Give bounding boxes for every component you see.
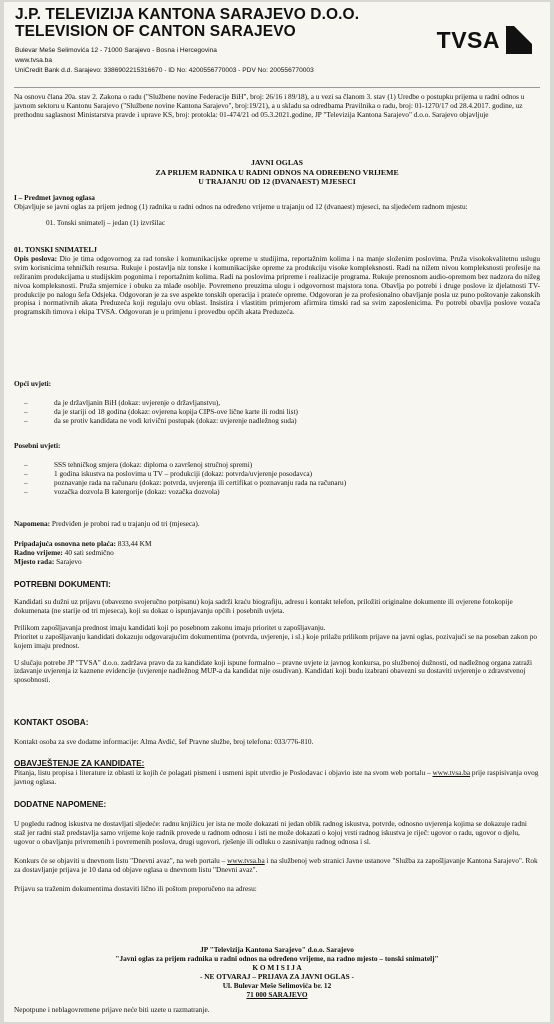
notice-heading: OBAVJEŠTENJE ZA KANDIDATE: — [14, 759, 145, 768]
website-link[interactable]: www.tvsa.ba — [432, 768, 471, 777]
address-line4: - NE OTVARAJ – PRIJAVA ZA JAVNI OGLAS - — [200, 971, 354, 981]
note-label: Napomena: — [14, 519, 51, 528]
description-text: Dio je tima odgovornog za rad tonske i komunikacijske opreme u studijima, reportažnim kolima i na manje složenim poslovima. Pruža visokokvalitetnu uslugu svim korisnicima tehničkih resursa. Rukuje i postavlja niz tonske i komunikacijske opreme za produkciju visoke kompleksnosti. Radi na nižem nivou kompleksnosti profesije na režiranim produkcijama u studijskim pogonima i reportažnim kolima. Radi na poslovima pripreme i realizacije programa. Rukuje prenosnom audio-opremom bez nadzora do nižeg nivoa kompleksnosti. Pruža smjernice i obuku za mlađe osoblje. Povremeno preuzima ulogu i odgovornost majstora tona. Obavlja po potrebi i druge poslove iz djelatnosti TV-produkcije po nalogu šefa Odsjeka. Odgovoran je za sve aspekte tonskih operacija i prateće opreme. Odgovoran je za profesionalno obavljanje posla uz puno poštovanje zakonskih propisa i normativnih akata Preduzeća koji regulaju ovu oblast. Insistira i vlastitim primjerom afirmira timski rad sa svim zaposlenicima. Po potrebi obavlja poslove vozača programskih timova i ekipa TVSA. Odgovoran je u primjenu i provedbu općih akata Preduzeća. — [14, 253, 541, 317]
documents-p4: U slučaju potrebe JP "TVSA" d.o.o. zadržava pravo da za kandidate koji ispune formalno – pravne uvjete iz javnog konkursa, po službenoj dužnosti, od nadležnog organa zatraži izdavanje uvjerenja iz kaznene evidencije (uvjerenje nadležnog MUP-a da kandidat nije osuđivan). Kandidati koji budu izabrani obavezni su dostaviti uvjerenje o zdravstvenoj sposobnosti. — [14, 657, 533, 685]
company-website[interactable]: www.tvsa.ba — [15, 57, 53, 64]
list-item: – da se protiv kandidata ne vodi krivični postupak (dokaz: uvjerenje nadležnog suda) — [14, 417, 540, 426]
mailing-address — [14, 946, 540, 999]
note-text: Predviđen je probni rad u trajanju od tri (mjeseca). — [50, 519, 200, 528]
documents-p2: Prilikom zapošljavanja prednost imaju kandidati koji po posebnom zakonu imaju prioritet u zapošljavanju. — [14, 622, 326, 632]
contact-section — [14, 718, 540, 747]
letterhead — [14, 2, 540, 88]
position-description — [14, 255, 540, 317]
required-documents — [14, 580, 540, 685]
general-conditions-list — [14, 399, 540, 426]
salary-label: Pripadajuća osnovna neto plaća: — [14, 539, 116, 548]
additional-notes — [14, 800, 540, 893]
logo-mark-icon — [506, 26, 532, 54]
website-link[interactable]: www.tvsa.ba — [227, 855, 265, 865]
announcement-page — [4, 2, 550, 1022]
company-address: Bulevar Meše Selimovića 12 - 71000 Sarajevo - Bosna i Hercegovina — [15, 47, 217, 54]
additional-p2: Konkurs će se objaviti u dnevnom listu "Dnevni avaz", na web portalu – www.tvsa.ba i na službenoj web stranici Javne ustanove "Služba za zapošljavanje Kantona Sarajevo". Rok za dostavljanje prijava je 10 dana od objave oglasa u dnevnom listu "Dnevni avaz". — [14, 855, 538, 874]
title-line3: U TRAJANJU OD 12 (DVANAEST) MJESECI — [198, 177, 356, 187]
address-line6: 71 000 SARAJEVO — [246, 989, 308, 999]
location-value: Sarajevo — [54, 556, 82, 566]
position-section — [14, 246, 540, 317]
special-conditions — [14, 442, 540, 497]
list-item: – vozačka dozvola B katergorije (dokaz: vozačka dozvola) — [14, 488, 540, 497]
special-conditions-heading: Posebni uvjeti: — [14, 441, 61, 450]
candidates-notice — [14, 759, 540, 787]
intro-paragraph: Na osnovu člana 20a. stav 2. Zakona o radu ("Službene novine Federacije BiH", broj: 26/16 i 89/18), a u vezi sa članom 3. stav (1) Uredbe o postupku prijema u radni odnos u javnom sektoru u Kantonu Sarajevo ("Službene novine Kantona Sarajevo", broj:19/21), a u skladu sa odredbama Pravilnika o radu, broj: 01-1270/17 od 28.4.2017. godine, uz prethodnu saglasnost Ministarstva pravde i uprave KS, broj: protokla: 01-474/21 od 05.3.2021.godine, JP "Televizija Kantona Sarajevo" d.o.o. Sarajevo objavljuje — [14, 92, 525, 119]
general-conditions-heading: Opći uvjeti: — [14, 379, 52, 388]
title-line2: ZA PRIJEM RADNIKA U RADNI ODNOS NA ODREĐENO VRIJEME — [155, 167, 399, 177]
title-line1: JAVNI OGLAS — [250, 158, 304, 167]
list-item: – 1 godina iskustva na poslovima u TV – produkciji (dokaz: potvrda/uvjerenje posodavca) — [14, 470, 540, 479]
additional-p1: U pogledu radnog iskustva ne dostavljati sljedeće: radnu knjižicu jer ista ne može dokazati ni jedan oblik radnog iskustva, potvrde, odnosno uvjerenja kojima se dokazuje radni staž jer radni staž predstavlja samo vrijeme koje radnik provede u radnom odnosu i isti ne može dokazati o kojoj vrsti radnog iskustva je riječ: ugovor o radu, ugovor o djelu, ugovor o obavljanju privremenih i povremenih poslova, drugi ugovori, rješenje ili odluku o zasnivanju radnog odnosa i sl. — [14, 819, 527, 846]
list-item: – da je državljanin BiH (dokaz: uvjerenje o državljanstvu), — [14, 399, 540, 408]
general-conditions — [14, 380, 540, 426]
location-label: Mjesto rada: — [14, 556, 55, 566]
section-subject — [14, 194, 540, 228]
company-name-line2: TELEVISION OF CANTON SARAJEVO — [15, 23, 296, 40]
documents-p1: Kandidati su dužni uz prijavu (obavezno svojeručno potpisanu) koja sadrži kraću biografiju, adresu i kontakt telefon, priložiti originalne dokumente ili ovjerene fotokopije dokumenata (ne starije od tri mjeseca), koji su dokaz o ispunjavanju općih i posebnih uvjeta. — [14, 597, 513, 615]
location-row — [14, 558, 540, 567]
list-item: – SSS tehničkog smjera (dokaz: diploma o završenoj stručnoj spremi) — [14, 461, 540, 470]
additional-p3: Prijavu sa traženim dokumentima dostaviti lično ili poštom preporučeno na adresu: — [14, 883, 257, 893]
salary-info — [14, 540, 540, 567]
note — [14, 520, 540, 529]
special-conditions-list — [14, 461, 540, 497]
hours-label: Radno vrijeme: — [14, 547, 63, 557]
address-line5: Ul. Bulevar Meše Selimovića br. 12 — [222, 980, 332, 990]
ad-title — [14, 158, 540, 187]
list-item: – poznavanje rada na računaru (dokaz: potvrda, uvjerenja ili certifikat o poznavanju rada na računaru) — [14, 479, 540, 488]
address-line1: JP "Televizija Kantona Sarajevo" d.o.o. Sarajevo — [200, 945, 354, 954]
company-name-line1: J.P. TELEVIZIJA KANTONA SARAJEVO D.O.O. — [15, 6, 360, 23]
contact-text: Kontakt osoba za sve dodatne informacije: Alma Avdić, šef Pravne službe, broj telefona: 033/776-810. — [14, 737, 314, 746]
section-subject-heading: I – Predmet javnog oglasa — [14, 193, 95, 202]
position-heading: 01. TONSKI SNIMATELJ — [14, 245, 97, 254]
additional-heading: DODATNE NAPOMENE: — [14, 800, 107, 809]
description-label: Opis poslova: — [14, 253, 58, 263]
section-subject-text: Objavljuje se javni oglas za prijem jednog (1) radnika u radni odnos na određeno vrijeme u trajanju od 12 (dvanaest) mjeseci, na sljedećem radnom mjestu: — [14, 201, 468, 211]
contact-heading: KONTAKT OSOBA: — [14, 718, 89, 727]
position-list-item: 01. Tonski snimatelj – jedan (1) izvršilac — [46, 217, 166, 227]
hours-value: 40 sati sedmično — [62, 547, 114, 557]
documents-heading: POTREBNI DOKUMENTI: — [14, 580, 111, 589]
tvsa-logo — [437, 26, 532, 54]
address-line2: "Javni oglas za prijem radnika u radni odnos na određeno vrijeme, na radno mjesto – tonski snimatelj" — [115, 953, 439, 963]
footer-note: Nepotpune i neblagovremene prijave neće biti uzete u razmatranje. — [14, 1005, 210, 1014]
company-bank-info: UniCredit Bank d.d. Sarajevo: 3386902215316670 - ID No: 4200556770003 - PDV No: 200556770003 — [15, 67, 314, 74]
salary-value: 833,44 KM — [115, 539, 152, 548]
hours-row — [14, 549, 540, 558]
address-line3: K O M I S I J A — [252, 962, 302, 972]
notice-text: Pitanja, listu propisa i literature iz oblasti iz kojih će polagati pismeni i usmeni ispit utvrdio je Poslodavac i objavio iste na svom web portalu – www.tvsa.ba prije raspisivanja ovog javnog oglasa. — [14, 768, 539, 786]
documents-p3: Prioritet u zapošljavanju kandidati dokazuju odgovarajućim dokumentima (potvrda, uvjerenje, i sl.) koje prilažu prilikom prijave na javni oglas, pozivajući se na poseban zakon po kojem imaju prednost. — [14, 631, 537, 650]
list-item: – da je stariji od 18 godina (dokaz: ovjerena kopija CIPS-ove lične karte ili rodni list) — [14, 408, 540, 417]
logo-text: TVSA — [436, 26, 500, 53]
